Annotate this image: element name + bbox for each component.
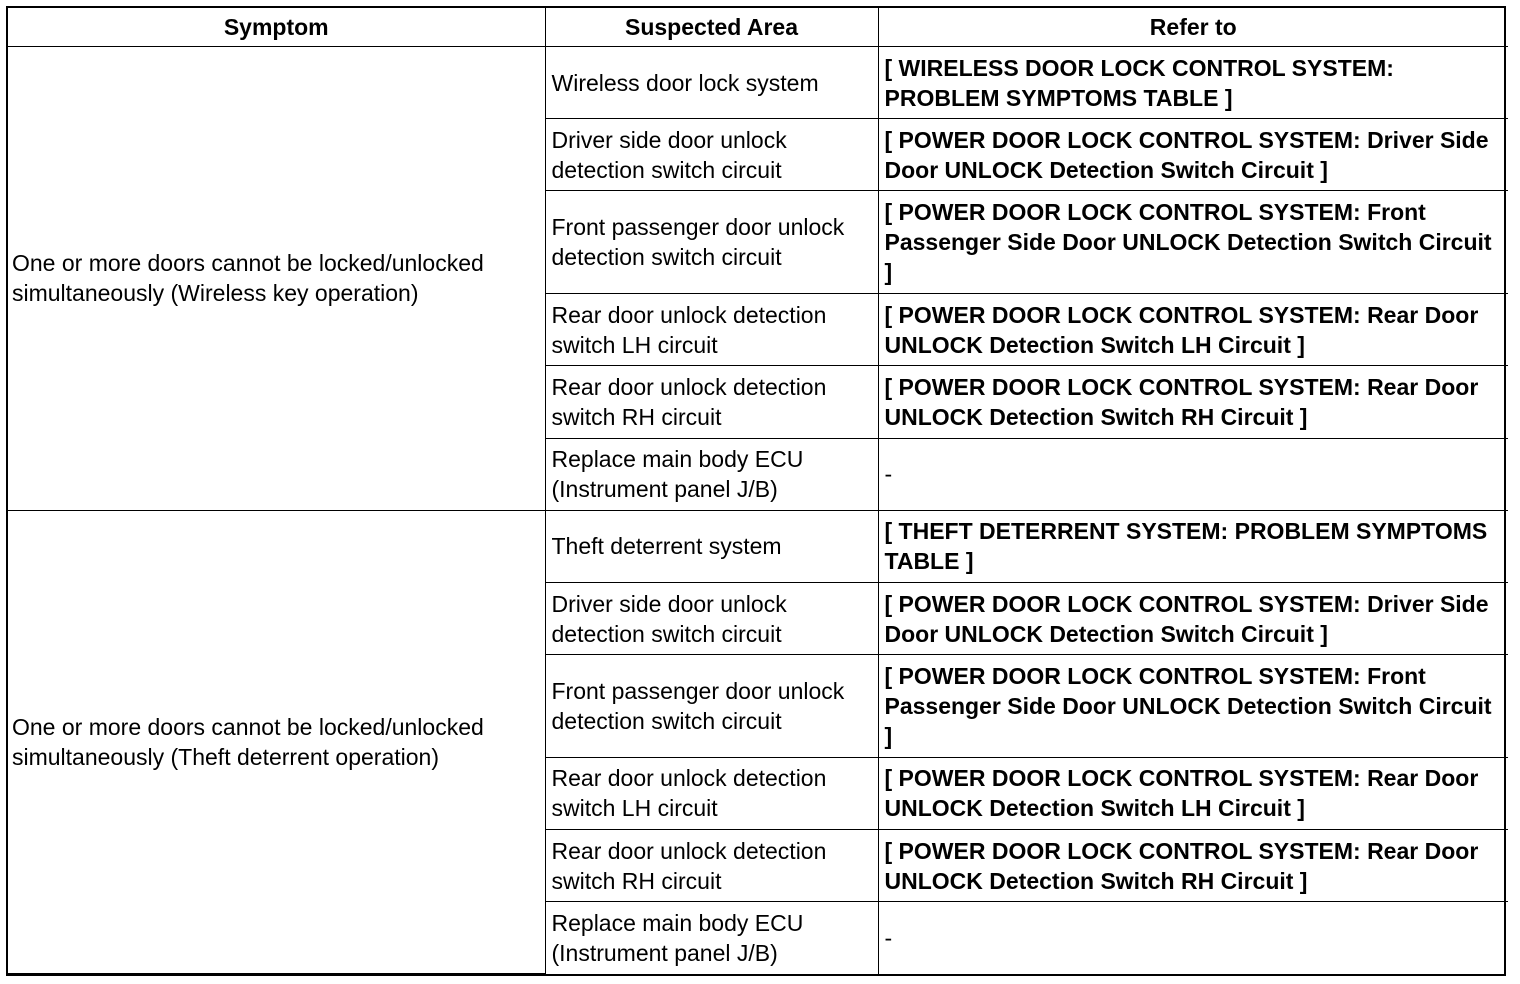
refer-to-link[interactable]: [ POWER DOOR LOCK CONTROL SYSTEM: Front Passenger Side Door UNLOCK Detection Switch Circuit ] <box>878 191 1508 294</box>
header-refer-to: Refer to <box>878 8 1508 47</box>
suspected-area-cell: Rear door unlock detection switch RH circuit <box>545 830 878 902</box>
refer-to-link[interactable]: [ POWER DOOR LOCK CONTROL SYSTEM: Rear Door UNLOCK Detection Switch RH Circuit ] <box>878 366 1508 438</box>
suspected-area-cell: Front passenger door unlock detection switch circuit <box>545 655 878 758</box>
refer-to-cell: - <box>878 438 1508 510</box>
refer-to-link[interactable]: [ POWER DOOR LOCK CONTROL SYSTEM: Rear Door UNLOCK Detection Switch LH Circuit ] <box>878 757 1508 829</box>
suspected-area-cell: Theft deterrent system <box>545 510 878 582</box>
refer-to-cell: - <box>878 902 1508 974</box>
refer-to-link[interactable]: [ THEFT DETERRENT SYSTEM: PROBLEM SYMPTOMS TABLE ] <box>878 510 1508 582</box>
refer-to-link[interactable]: [ POWER DOOR LOCK CONTROL SYSTEM: Driver Side Door UNLOCK Detection Switch Circuit ] <box>878 582 1508 654</box>
suspected-area-cell: Front passenger door unlock detection switch circuit <box>545 191 878 294</box>
suspected-area-cell: Replace main body ECU (Instrument panel J/B) <box>545 438 878 510</box>
suspected-area-cell: Wireless door lock system <box>545 47 878 119</box>
problem-symptoms-table <box>8 8 1508 974</box>
suspected-area-cell: Rear door unlock detection switch LH circuit <box>545 757 878 829</box>
problem-symptoms-table-frame <box>6 6 1506 976</box>
refer-to-link[interactable]: [ POWER DOOR LOCK CONTROL SYSTEM: Rear Door UNLOCK Detection Switch RH Circuit ] <box>878 830 1508 902</box>
refer-to-link[interactable]: [ WIRELESS DOOR LOCK CONTROL SYSTEM: PROBLEM SYMPTOMS TABLE ] <box>878 47 1508 119</box>
header-symptom: Symptom <box>8 8 545 47</box>
refer-to-link[interactable]: [ POWER DOOR LOCK CONTROL SYSTEM: Rear Door UNLOCK Detection Switch LH Circuit ] <box>878 294 1508 366</box>
header-suspected-area: Suspected Area <box>545 8 878 47</box>
suspected-area-cell: Driver side door unlock detection switch circuit <box>545 582 878 654</box>
refer-to-link[interactable]: [ POWER DOOR LOCK CONTROL SYSTEM: Front Passenger Side Door UNLOCK Detection Switch Circuit ] <box>878 655 1508 758</box>
suspected-area-cell: Rear door unlock detection switch RH circuit <box>545 366 878 438</box>
refer-to-link[interactable]: [ POWER DOOR LOCK CONTROL SYSTEM: Driver Side Door UNLOCK Detection Switch Circuit ] <box>878 119 1508 191</box>
header-row <box>8 8 1508 47</box>
table-row <box>8 47 1508 119</box>
table-row <box>8 510 1508 582</box>
symptom-cell: One or more doors cannot be locked/unlocked simultaneously (Wireless key operation) <box>8 47 545 511</box>
suspected-area-cell: Rear door unlock detection switch LH circuit <box>545 294 878 366</box>
suspected-area-cell: Driver side door unlock detection switch circuit <box>545 119 878 191</box>
suspected-area-cell: Replace main body ECU (Instrument panel J/B) <box>545 902 878 974</box>
symptom-cell: One or more doors cannot be locked/unlocked simultaneously (Theft deterrent operation) <box>8 510 545 973</box>
